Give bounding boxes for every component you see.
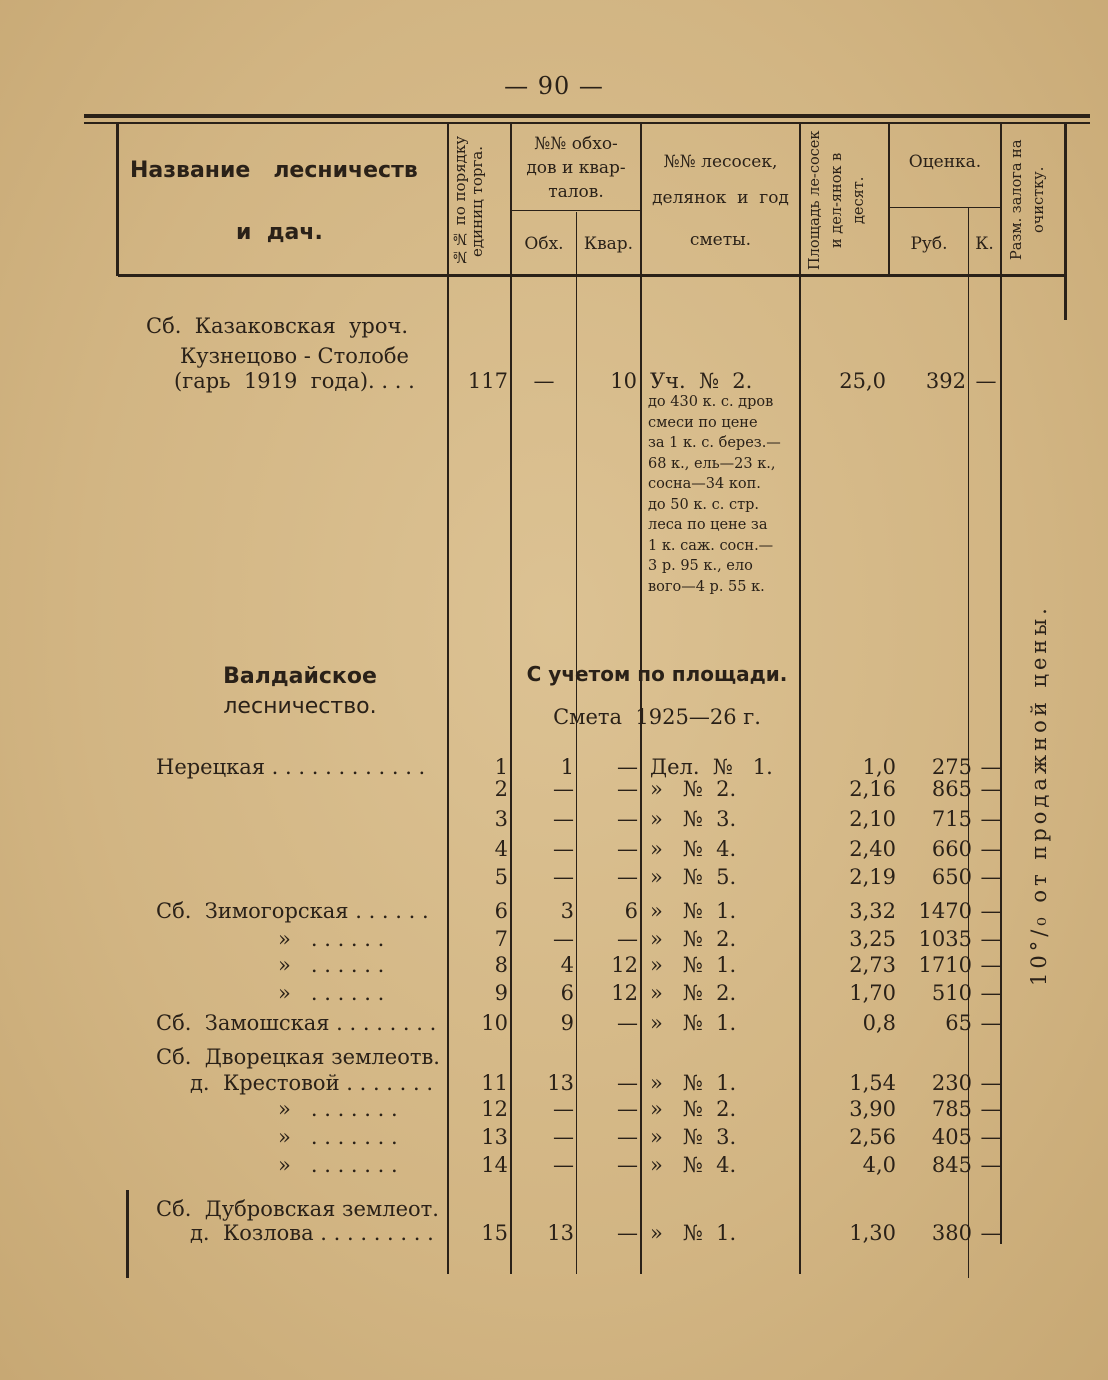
header-area: Площадь ле-сосек и дел-янок в десят. <box>807 130 867 270</box>
note-line: за 1 к. с. берез.— <box>648 435 781 451</box>
table-cell-name: » . . . . . . <box>278 927 385 951</box>
table-cell-lot: » № 2. <box>650 981 737 1005</box>
table-cell-rub: 1035 <box>918 927 972 951</box>
table-cell-kvar: — <box>617 927 638 951</box>
table-cell-rub: 715 <box>931 807 972 831</box>
section1-name-line2: Кузнецово - Столобе <box>180 344 409 368</box>
header-obkhody-line3: талов. <box>548 182 604 202</box>
table-cell-lot: » № 1. <box>650 1071 737 1095</box>
note-line: смеси по цене <box>648 414 758 431</box>
table-cell-name: д. Козлова . . . . . . . . . <box>190 1221 434 1245</box>
table-cell-area: 2,73 <box>849 953 896 977</box>
table-cell-area: 1,70 <box>849 981 896 1005</box>
table-cell-obkh: 13 <box>547 1221 574 1245</box>
table-cell-kvar: — <box>617 755 638 779</box>
table-cell-rub: 380 <box>931 1221 972 1245</box>
ocenka-sub-rule <box>890 207 1000 208</box>
note-line: вого—4 р. 55 к. <box>648 578 765 595</box>
table-cell-order: 3 <box>494 807 508 831</box>
section1-kop: — <box>975 369 997 393</box>
table-cell-obkh: 6 <box>560 981 574 1005</box>
table-cell-name: Сб. Зимогорская . . . . . . <box>156 899 429 923</box>
table-cell-obkh: — <box>553 1097 574 1121</box>
table-cell-rub: 1470 <box>918 899 972 923</box>
table-cell-lot: » № 1. <box>650 953 737 977</box>
table-cell-order: 5 <box>494 865 508 889</box>
section1-order: 117 <box>467 369 508 393</box>
header-kvar: Квар. <box>583 234 634 254</box>
col-line-lesosek <box>799 124 801 1274</box>
top-rule <box>84 114 1090 118</box>
table-cell-area: 1,0 <box>862 755 896 779</box>
table-cell-name: Сб. Замошская . . . . . . . . <box>156 1011 437 1035</box>
section1-name-line3: (гарь 1919 года). . . . <box>174 369 415 393</box>
table-cell-kop: — <box>980 981 1002 1005</box>
table-cell-obkh: — <box>553 807 574 831</box>
table-cell-kop: — <box>980 1097 1002 1121</box>
table-cell-area: 0,8 <box>862 1011 896 1035</box>
header-obkhody-line1: №№ обхо- <box>534 134 618 154</box>
table-cell-kvar: — <box>617 1153 638 1177</box>
table-cell-kvar: — <box>617 777 638 801</box>
header-lesosek-line3: сметы. <box>689 230 752 250</box>
table-cell-kvar: 12 <box>611 981 638 1005</box>
table-cell-name: » . . . . . . <box>278 953 385 977</box>
header-name-line2: и дач. <box>236 220 323 245</box>
table-cell-obkh: — <box>553 1125 574 1149</box>
table-cell-kvar: — <box>617 807 638 831</box>
table-cell-rub: 650 <box>931 865 972 889</box>
table-cell-obkh: — <box>553 865 574 889</box>
header-ocenka: Оценка. <box>908 152 982 172</box>
table-cell-order: 9 <box>494 981 508 1005</box>
table-cell-kop: — <box>980 1125 1002 1149</box>
table-cell-rub: 230 <box>931 1071 972 1095</box>
note-line: сосна—34 коп. <box>648 476 761 492</box>
table-cell-area: 2,40 <box>849 837 896 861</box>
header-name-line1: Название лесничеств <box>130 158 418 183</box>
table-cell-area: 1,54 <box>849 1071 896 1095</box>
header-rub: Руб. <box>910 234 948 254</box>
table-cell-order: 1 <box>494 755 508 779</box>
table-cell-kop: — <box>980 1071 1002 1095</box>
section2-subtitle: С учетом по площади. <box>526 662 788 686</box>
table-cell-obkh: — <box>553 777 574 801</box>
table-cell-order: 13 <box>481 1125 508 1149</box>
page-number: — 90 — <box>504 72 604 100</box>
table-cell-kvar: — <box>617 865 638 889</box>
table-cell-kop: — <box>980 1011 1002 1035</box>
table-cell-order: 6 <box>494 899 508 923</box>
note-line: 68 к., ель—23 к., <box>648 455 776 472</box>
table-cell-rub: 865 <box>931 777 972 801</box>
table-cell-lot: » № 5. <box>650 865 737 889</box>
table-cell-name: Сб. Дворецкая землеотв. <box>156 1045 440 1069</box>
section2-smeta: Смета 1925—26 г. <box>553 705 761 729</box>
table-cell-kop: — <box>980 755 1002 779</box>
table-cell-rub: 65 <box>945 1011 972 1035</box>
table-cell-name: Нерецкая . . . . . . . . . . . . <box>156 755 426 779</box>
table-cell-obkh: 13 <box>547 1071 574 1095</box>
section2-title-line2: лесничество. <box>223 694 377 719</box>
table-cell-obkh: 9 <box>560 1011 574 1035</box>
table-cell-order: 15 <box>481 1221 508 1245</box>
table-cell-kvar: — <box>617 1221 638 1245</box>
table-cell-rub: 510 <box>931 981 972 1005</box>
table-cell-kvar: — <box>617 1125 638 1149</box>
table-cell-lot: » № 1. <box>650 899 737 923</box>
section1-area: 25,0 <box>839 369 886 393</box>
table-cell-rub: 785 <box>931 1097 972 1121</box>
section1-rub: 392 <box>925 369 966 393</box>
table-cell-area: 3,90 <box>849 1097 896 1121</box>
table-cell-kvar: — <box>617 1071 638 1095</box>
table-cell-obkh: 3 <box>560 899 574 923</box>
table-cell-rub: 1710 <box>918 953 972 977</box>
table-cell-lot: » № 1. <box>650 1011 737 1035</box>
table-cell-kvar: — <box>617 1011 638 1035</box>
table-cell-name: Сб. Дубровская землеот. <box>156 1197 439 1221</box>
table-cell-order: 8 <box>494 953 508 977</box>
header-order-no: №№ по порядку единиц торга. <box>451 135 486 267</box>
table-cell-lot: » № 1. <box>650 1221 737 1245</box>
table-cell-lot: » № 2. <box>650 777 737 801</box>
section1-notes <box>648 392 800 597</box>
table-cell-kop: — <box>980 927 1002 951</box>
table-cell-obkh: — <box>553 1153 574 1177</box>
table-cell-kvar: 12 <box>611 953 638 977</box>
table-cell-rub: 845 <box>931 1153 972 1177</box>
table-cell-obkh: — <box>553 927 574 951</box>
table-cell-area: 3,25 <box>849 927 896 951</box>
header-obkh: Обх. <box>524 234 564 254</box>
table-cell-kop: — <box>980 1221 1002 1245</box>
table-cell-area: 2,16 <box>849 777 896 801</box>
table-cell-name: » . . . . . . . <box>278 1125 398 1149</box>
table-cell-name: » . . . . . . . <box>278 1097 398 1121</box>
table-cell-rub: 660 <box>931 837 972 861</box>
header-obkhody-line2: дов и квар- <box>526 158 626 178</box>
table-cell-obkh: — <box>553 837 574 861</box>
header-lesosek-line1: №№ лесосек, <box>663 152 778 172</box>
note-line: до 50 к. с. стр. <box>648 496 759 513</box>
table-cell-name: » . . . . . . . <box>278 1153 398 1177</box>
table-cell-kvar: — <box>617 837 638 861</box>
note-line: 1 к. саж. сосн.— <box>648 537 774 554</box>
table-cell-area: 1,30 <box>849 1221 896 1245</box>
table-cell-rub: 405 <box>931 1125 972 1149</box>
left-border-lower <box>126 1190 129 1278</box>
table-cell-lot: » № 4. <box>650 837 737 861</box>
top-rule-thin <box>84 122 1090 124</box>
table-cell-area: 2,19 <box>849 865 896 889</box>
table-cell-kop: — <box>980 865 1002 889</box>
table-cell-lot: » № 2. <box>650 1097 737 1121</box>
section1-kvar: 10 <box>610 369 637 393</box>
table-cell-lot: » № 2. <box>650 927 737 951</box>
obkhody-sub-rule <box>512 210 640 211</box>
note-line: 3 р. 95 к., ело <box>648 558 753 574</box>
note-line: леса по цене за <box>648 517 768 533</box>
header-kop: К. <box>975 234 994 254</box>
table-cell-order: 2 <box>494 777 508 801</box>
right-border <box>1064 124 1067 320</box>
header-zalog: Разм. залога на очистку. <box>1009 139 1047 261</box>
table-cell-obkh: 1 <box>560 755 574 779</box>
table-cell-order: 7 <box>494 927 508 951</box>
table-cell-kop: — <box>980 837 1002 861</box>
table-cell-area: 4,0 <box>862 1153 896 1177</box>
table-cell-kop: — <box>980 953 1002 977</box>
table-cell-order: 14 <box>481 1153 508 1177</box>
section1-name-line1: Сб. Казаковская уроч. <box>146 314 409 338</box>
table-cell-lot: Дел. № 1. <box>650 755 773 779</box>
table-cell-kvar: 6 <box>624 899 638 923</box>
section1-uch: Уч. № 2. <box>650 369 753 393</box>
table-cell-area: 2,10 <box>849 807 896 831</box>
header-bottom-rule <box>118 274 1066 277</box>
table-cell-area: 3,32 <box>849 899 896 923</box>
table-cell-name: д. Крестовой . . . . . . . <box>190 1071 434 1095</box>
table-cell-area: 2,56 <box>849 1125 896 1149</box>
table-cell-kvar: — <box>617 1097 638 1121</box>
table-cell-kop: — <box>980 899 1002 923</box>
table-cell-lot: » № 3. <box>650 807 737 831</box>
col-line-kvar <box>640 124 642 1274</box>
table-cell-order: 11 <box>481 1071 508 1095</box>
table-cell-obkh: 4 <box>560 953 574 977</box>
section2-title-line1: Валдайское <box>223 664 377 689</box>
table-cell-order: 12 <box>481 1097 508 1121</box>
left-border <box>116 124 119 276</box>
table-cell-kop: — <box>980 777 1002 801</box>
table-cell-name: » . . . . . . <box>278 981 385 1005</box>
table-cell-lot: » № 4. <box>650 1153 737 1177</box>
section1-obkh: — <box>533 369 555 393</box>
side-note: 10°/₀ от продажной цены. <box>1027 604 1051 986</box>
header-lesosek-line2: делянок и год <box>652 188 789 208</box>
table-cell-kop: — <box>980 1153 1002 1177</box>
table-cell-order: 10 <box>481 1011 508 1035</box>
table-cell-order: 4 <box>494 837 508 861</box>
table-cell-rub: 275 <box>931 755 972 779</box>
table-cell-lot: » № 3. <box>650 1125 737 1149</box>
note-line: до 430 к. с. дров <box>648 394 774 410</box>
table-cell-kop: — <box>980 807 1002 831</box>
